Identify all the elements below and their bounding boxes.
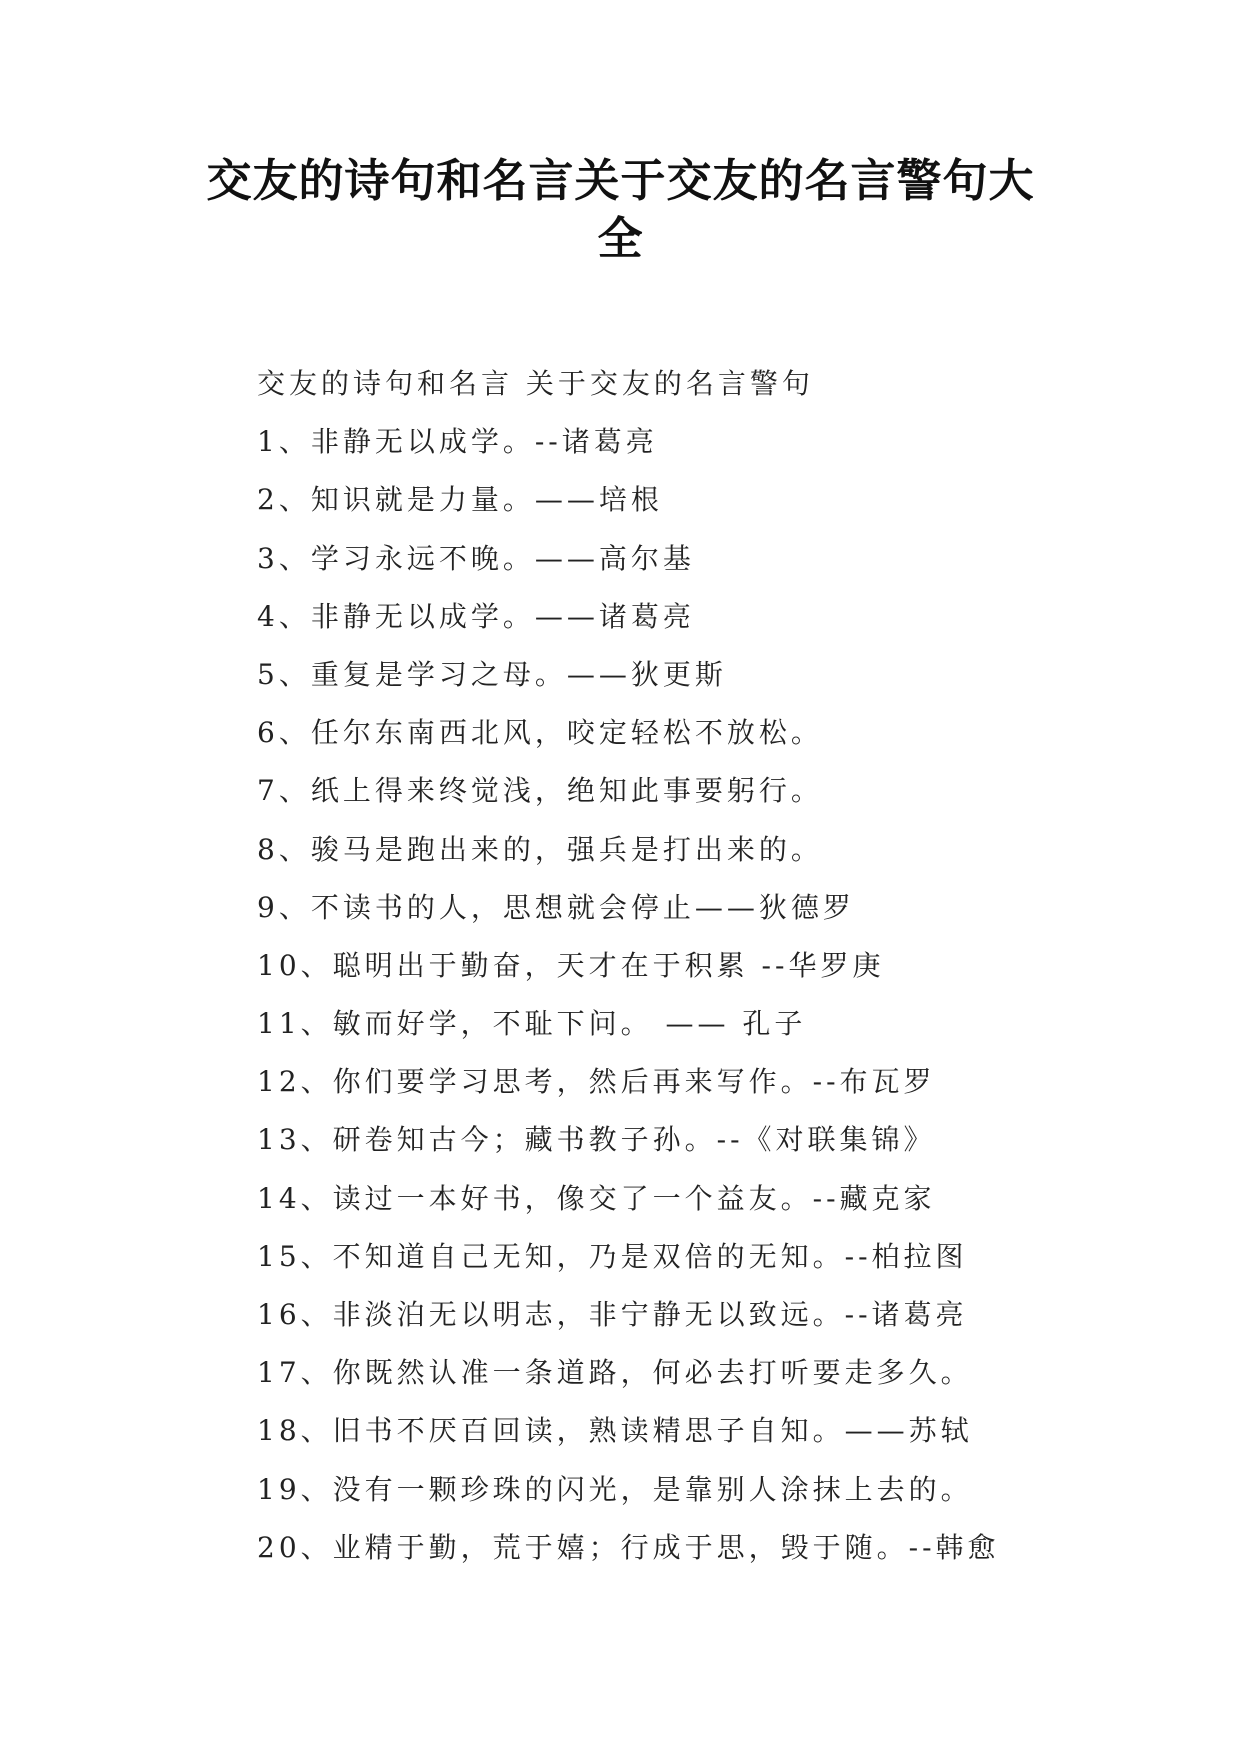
quote-line-1: 1、非静无以成学。--诸葛亮 (257, 425, 658, 459)
quote-line-6: 6、任尔东南西北风，咬定轻松不放松。 (257, 716, 823, 750)
quote-line-3: 3、学习永远不晚。——高尔基 (257, 541, 695, 575)
quote-line-8: 8、骏马是跑出来的，强兵是打出来的。 (257, 832, 823, 866)
quote-line-17: 17、你既然认准一条道路，何必去打听要走多久。 (257, 1356, 973, 1390)
quote-line-9: 9、不读书的人，思想就会停止——狄德罗 (257, 890, 855, 924)
quote-line-2: 2、知识就是力量。——培根 (257, 483, 663, 517)
quote-line-19: 19、没有一颗珍珠的闪光，是靠别人涂抹上去的。 (257, 1472, 973, 1506)
quote-line-12: 12、你们要学习思考，然后再来写作。--布瓦罗 (257, 1065, 936, 1099)
quote-line-13: 13、研卷知古今；藏书教子孙。--《对联集锦》 (257, 1123, 936, 1157)
quote-line-18: 18、旧书不厌百回读，熟读精思子自知。——苏轼 (257, 1414, 973, 1448)
quote-line-16: 16、非淡泊无以明志，非宁静无以致远。--诸葛亮 (257, 1298, 968, 1331)
quote-line-5: 5、重复是学习之母。——狄更斯 (257, 657, 727, 691)
document-title: 交友的诗句和名言关于交友的名言警句大全 (206, 154, 1035, 265)
quote-line-4: 4、非静无以成学。——诸葛亮 (257, 599, 695, 633)
document-body (257, 355, 1117, 1577)
quote-line-10: 10、聪明出于勤奋，天才在于积累 --华罗庚 (257, 948, 885, 982)
quote-line-20: 20、业精于勤，荒于嬉；行成于思，毁于随。--韩愈 (257, 1530, 1000, 1564)
quote-line-14: 14、读过一本好书，像交了一个益友。--藏克家 (257, 1181, 936, 1215)
document-subtitle: 交友的诗句和名言 关于交友的名言警句 (257, 367, 814, 400)
quote-line-11: 11、敏而好学，不耻下问。 —— 孔子 (257, 1007, 807, 1041)
quote-line-15: 15、不知道自己无知，乃是双倍的无知。--柏拉图 (257, 1239, 968, 1273)
quote-line-7: 7、纸上得来终觉浅，绝知此事要躬行。 (257, 774, 823, 808)
